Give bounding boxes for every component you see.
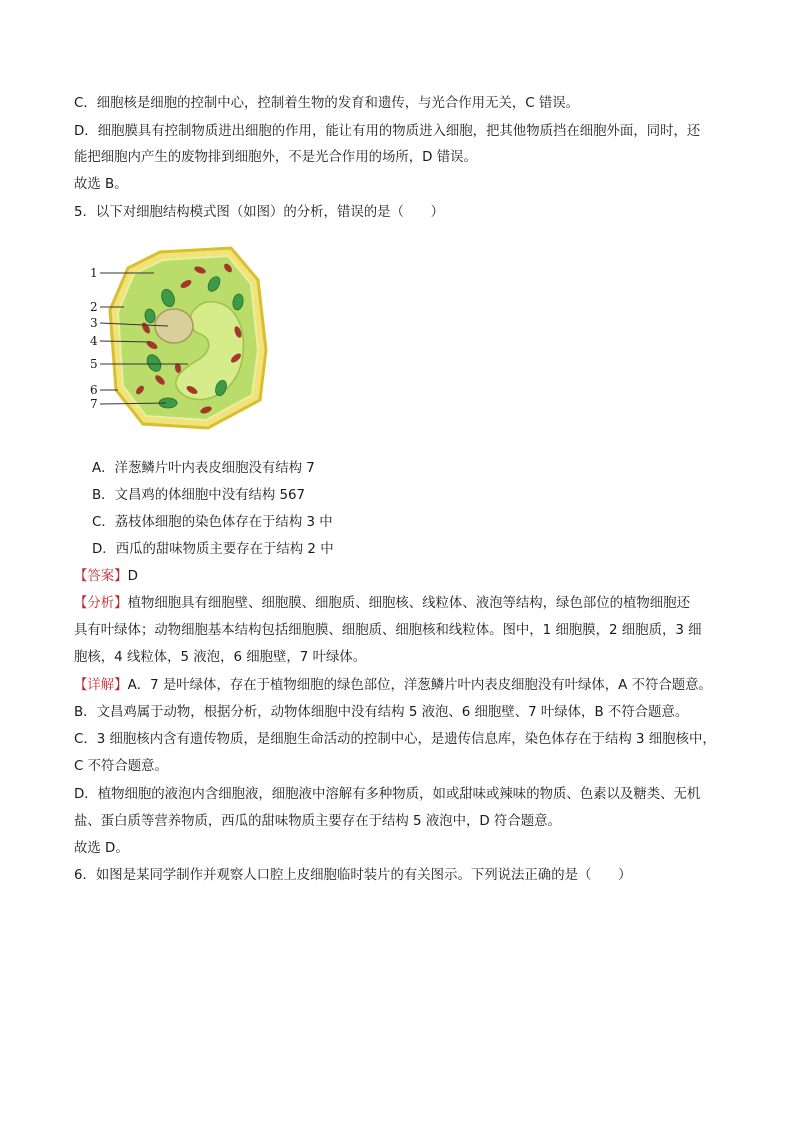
text-line: 故选 D。	[74, 841, 129, 856]
analysis-text: 植物细胞具有细胞壁、细胞膜、细胞质、细胞核、线粒体、液泡等结构，绿色部位的植物细胞还	[127, 596, 690, 611]
text-line: D．细胞膜具有控制物质进出细胞的作用，能让有用的物质进入细胞，把其他物质挡在细胞外面，同时，还	[74, 124, 701, 139]
label-3: 3	[90, 316, 98, 330]
detail-text: A．7 是叶绿体，存在于植物细胞的绿色部位，洋葱鳞片叶内表皮细胞没有叶绿体，A 不符合题意。	[127, 678, 712, 693]
text-line: B．文昌鸡属于动物，根据分析，动物体细胞中没有结构 5 液泡、6 细胞壁、7 叶绿体，B 不符合题意。	[74, 705, 689, 720]
label-2: 2	[90, 300, 98, 314]
detail-tag: 【详解】	[74, 678, 128, 693]
answer-tag: 【答案】	[74, 569, 128, 584]
text-line: C．3 细胞核内含有遗传物质，是细胞生命活动的控制中心，是遗传信息库，染色体存在于结构 3 细胞核中，	[74, 732, 716, 747]
plant-cell-svg	[88, 240, 278, 436]
question-5: 5．以下对细胞结构模式图（如图）的分析，错误的是（ ）	[74, 205, 445, 220]
text-line: D．植物细胞的液泡内含细胞液，细胞液中溶解有多种物质，如或甜味或辣味的物质、色素以及糖类、无机	[74, 787, 701, 802]
text-line: 故选 B。	[74, 177, 128, 192]
text-line: 胞核，4 线粒体，5 液泡，6 细胞壁，7 叶绿体。	[74, 650, 367, 665]
label-6: 6	[90, 383, 98, 397]
answer-value: D	[127, 569, 138, 584]
question-6: 6．如图是某同学制作并观察人口腔上皮细胞临时装片的有关图示。下列说法正确的是（ ）	[74, 868, 632, 883]
text-line: C 不符合题意。	[74, 759, 168, 774]
option-c: C．荔枝体细胞的染色体存在于结构 3 中	[92, 515, 333, 530]
detail-line	[74, 677, 712, 695]
label-1: 1	[90, 266, 98, 280]
option-d: D．西瓜的甜味物质主要存在于结构 2 中	[92, 542, 334, 557]
option-b: B．文昌鸡的体细胞中没有结构 567	[92, 488, 306, 503]
text-line: C．细胞核是细胞的控制中心，控制着生物的发育和遗传，与光合作用无关，C 错误。	[74, 96, 580, 111]
plant-cell-diagram	[88, 240, 278, 436]
text-line: 盐、蛋白质等营养物质，西瓜的甜味物质主要存在于结构 5 液泡中，D 符合题意。	[74, 814, 561, 829]
label-7: 7	[90, 397, 98, 411]
label-4: 4	[90, 334, 98, 348]
analysis-tag: 【分析】	[74, 596, 128, 611]
analysis-line	[74, 595, 690, 613]
text-line: 具有叶绿体；动物细胞基本结构包括细胞膜、细胞质、细胞核和线粒体。图中，1 细胞膜，2 细胞质，3 细	[74, 623, 702, 638]
option-a: A．洋葱鳞片叶内表皮细胞没有结构 7	[92, 461, 315, 476]
text-line: 能把细胞内产生的废物排到细胞外，不是光合作用的场所，D 错误。	[74, 150, 477, 165]
answer-line	[74, 568, 138, 586]
label-5: 5	[90, 357, 98, 371]
